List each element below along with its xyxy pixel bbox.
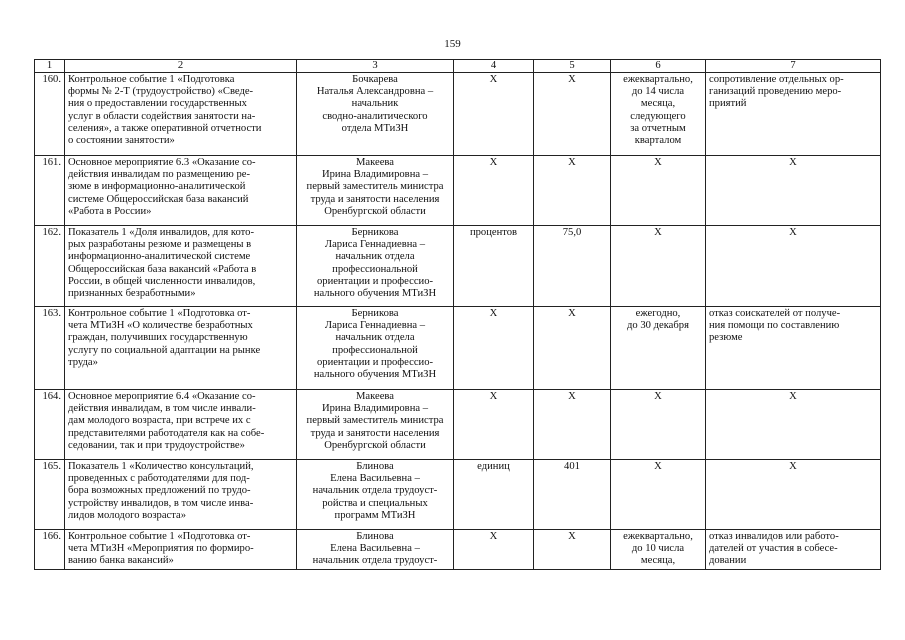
row-number-cell: 161. (35, 156, 65, 226)
deadline-cell: Х (611, 390, 706, 460)
responsible-cell: Бочкарева Наталья Александровна – начальник сводно-аналитического отдела МТиЗН (297, 73, 454, 156)
row-number-cell: 164. (35, 390, 65, 460)
column-number-cell: 7 (706, 60, 881, 73)
description-cell: Контрольное событие 1 «Подготовка от- чета МТиЗН «Мероприятия по формиро- ванию банка вакансий» (65, 530, 297, 570)
row-number-cell: 166. (35, 530, 65, 570)
unit-cell: Х (454, 307, 534, 390)
risk-cell: Х (706, 156, 881, 226)
unit-cell: Х (454, 530, 534, 570)
risk-cell: Х (706, 460, 881, 530)
responsible-cell: Берникова Лариса Геннадиевна – начальник отдела профессиональной ориентации и профессио- нального обучения МТиЗН (297, 307, 454, 390)
value-cell: Х (534, 156, 611, 226)
column-number-cell: 1 (35, 60, 65, 73)
column-number-cell: 2 (65, 60, 297, 73)
value-cell: 401 (534, 460, 611, 530)
responsible-cell: Блинова Елена Васильевна – начальник отдела трудоуст- (297, 530, 454, 570)
unit-cell: Х (454, 390, 534, 460)
responsible-cell: Макеева Ирина Владимировна – первый заместитель министра труда и занятости населения Оренбургской области (297, 390, 454, 460)
description-cell: Основное мероприятие 6.4 «Оказание со- действия инвалидам, в том числе инвали- дам молодого возраста, при встрече их с представителями работодателя как на собе- седовании, так и при трудоустройстве» (65, 390, 297, 460)
description-cell: Основное мероприятие 6.3 «Оказание со- действия инвалидам по размещению ре- зюме в информационно-аналитической системе Общероссийская база вакансий «Работа в России» (65, 156, 297, 226)
column-number-cell: 6 (611, 60, 706, 73)
deadline-cell: ежеквартально, до 10 числа месяца, (611, 530, 706, 570)
deadline-cell: Х (611, 156, 706, 226)
description-cell: Показатель 1 «Количество консультаций, проведенных с работодателями для под- бора возможных предложений по трудо- устройству инвалидов, в том числе инва- лидов молодого возраста» (65, 460, 297, 530)
value-cell: Х (534, 390, 611, 460)
description-cell: Контрольное событие 1 «Подготовка формы № 2-Т (трудоустройство) «Сведе- ния о предоставлении государственных услуг в области содействия занятости на- селения», а также оперативной отчетности о состоянии занятости» (65, 73, 297, 156)
page-number: 159 (444, 38, 461, 50)
value-cell: Х (534, 73, 611, 156)
row-number-cell: 160. (35, 73, 65, 156)
table-row (35, 390, 881, 460)
deadline-cell: Х (611, 226, 706, 307)
column-number-cell: 3 (297, 60, 454, 73)
responsible-cell: Макеева Ирина Владимировна – первый заместитель министра труда и занятости населения Оренбургской области (297, 156, 454, 226)
table-row (35, 460, 881, 530)
risk-cell: сопротивление отдельных ор- ганизаций проведению меро- приятий (706, 73, 881, 156)
risk-cell: Х (706, 390, 881, 460)
deadline-cell: ежегодно, до 30 декабря (611, 307, 706, 390)
unit-cell: Х (454, 156, 534, 226)
row-number-cell: 162. (35, 226, 65, 307)
table-row (35, 530, 881, 570)
risk-cell: отказ инвалидов или работо- дателей от участия в собесе- довании (706, 530, 881, 570)
unit-cell: единиц (454, 460, 534, 530)
value-cell: Х (534, 307, 611, 390)
deadline-cell: ежеквартально, до 14 числа месяца, следующего за отчетным кварталом (611, 73, 706, 156)
responsible-cell: Берникова Лариса Геннадиевна – начальник отдела профессиональной ориентации и профессио- нального обучения МТиЗН (297, 226, 454, 307)
unit-cell: процентов (454, 226, 534, 307)
row-number-cell: 165. (35, 460, 65, 530)
table-row (35, 73, 881, 156)
unit-cell: Х (454, 73, 534, 156)
value-cell: Х (534, 530, 611, 570)
measures-table (34, 59, 881, 570)
row-number-cell: 163. (35, 307, 65, 390)
table-row (35, 307, 881, 390)
table-row (35, 226, 881, 307)
column-number-row (35, 60, 881, 73)
column-number-cell: 5 (534, 60, 611, 73)
risk-cell: отказ соискателей от получе- ния помощи по составлению резюме (706, 307, 881, 390)
responsible-cell: Блинова Елена Васильевна – начальник отдела трудоуст- ройства и специальных программ МТиЗН (297, 460, 454, 530)
risk-cell: Х (706, 226, 881, 307)
description-cell: Контрольное событие 1 «Подготовка от- чета МТиЗН «О количестве безработных граждан, получивших государственную услугу по социальной адаптации на рынке труда» (65, 307, 297, 390)
column-number-cell: 4 (454, 60, 534, 73)
deadline-cell: Х (611, 460, 706, 530)
value-cell: 75,0 (534, 226, 611, 307)
table-row (35, 156, 881, 226)
description-cell: Показатель 1 «Доля инвалидов, для кото- рых разработаны резюме и размещены в информационно-аналитической системе Общероссийская база вакансий «Работа в России, в общей численности инвалидов, признанных безработными» (65, 226, 297, 307)
